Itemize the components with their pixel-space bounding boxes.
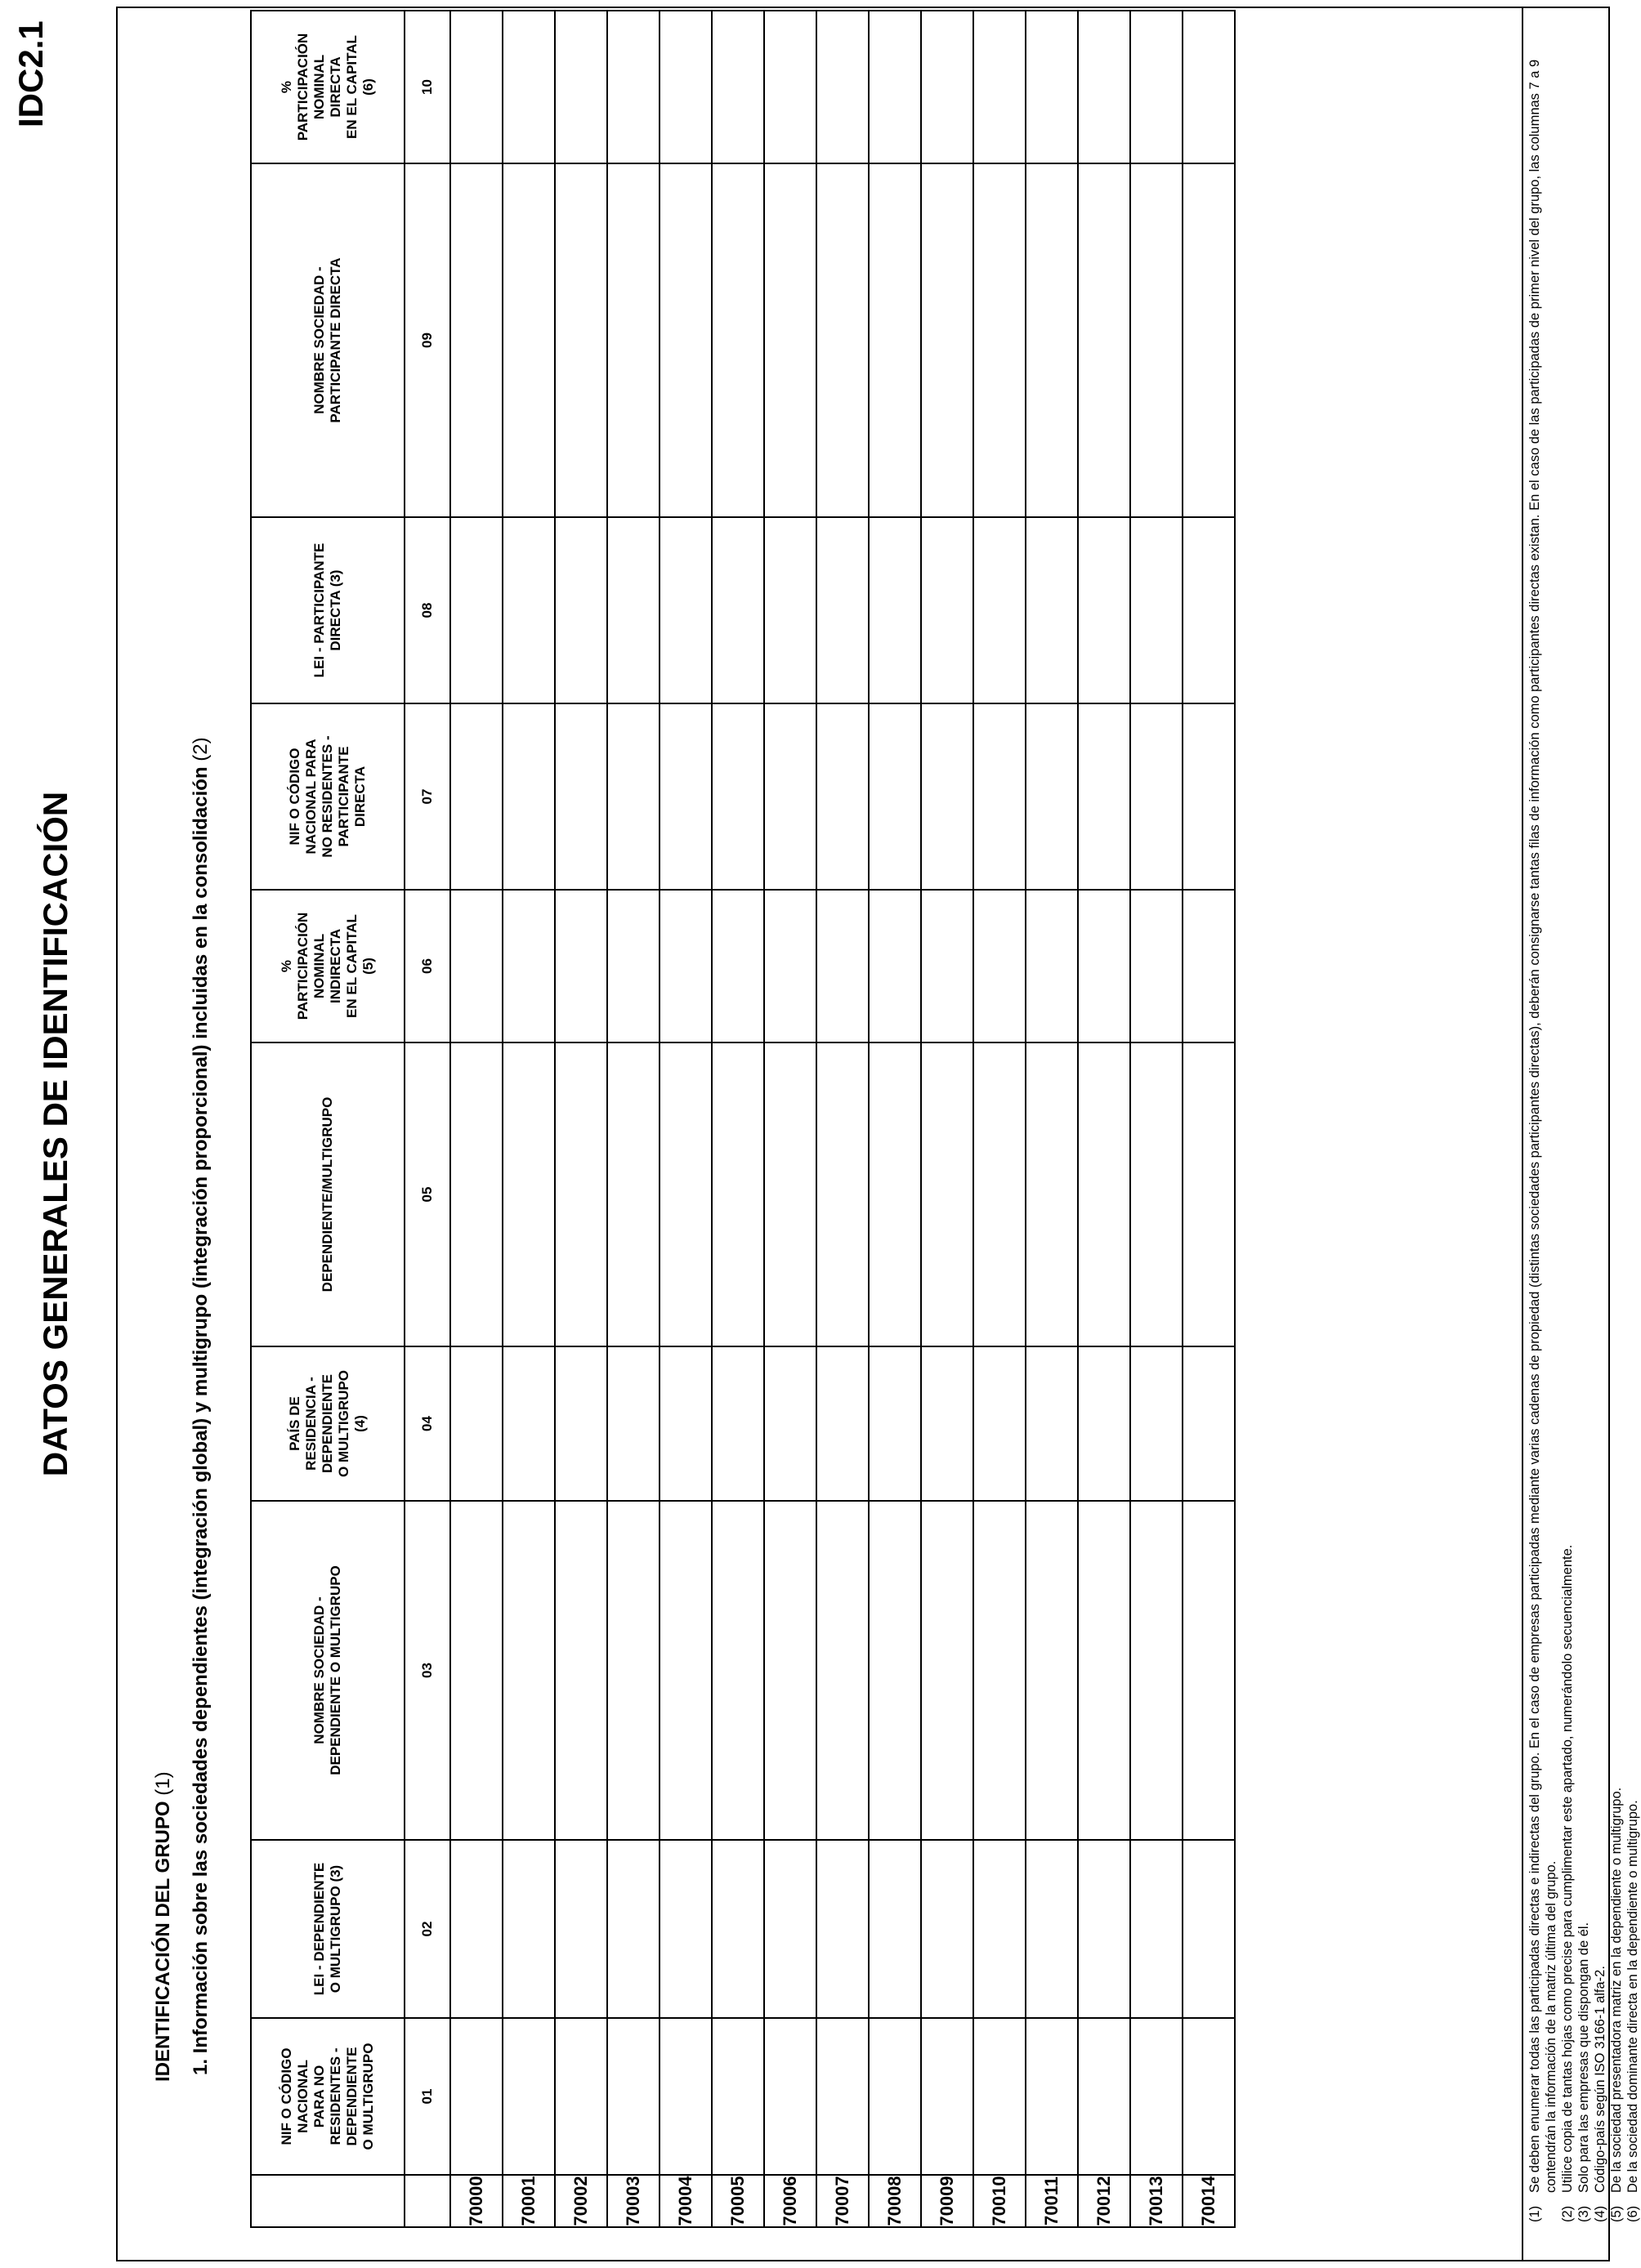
column-number: 03 [405, 1501, 450, 1840]
column-header-06: % PARTICIPACIÓN NOMINAL INDIRECTA EN EL CAPITAL (5) [251, 890, 405, 1042]
row-code: 70012 [1078, 2175, 1130, 2227]
entry-cell-08[interactable] [607, 517, 660, 703]
row-code: 70014 [1183, 2175, 1235, 2227]
row-code: 70000 [450, 2175, 503, 2227]
entry-cell-04[interactable] [712, 1346, 764, 1501]
entry-cell-10[interactable] [816, 11, 869, 163]
entry-cell-08[interactable] [1183, 517, 1235, 703]
entry-cell-02[interactable] [973, 1840, 1026, 2018]
row-code: 70007 [816, 2175, 869, 2227]
entry-cell-01[interactable] [1026, 2018, 1078, 2175]
entry-cell-04[interactable] [1130, 1346, 1183, 1501]
entry-cell-07[interactable] [555, 703, 607, 890]
entry-cell-09[interactable] [450, 163, 503, 517]
entry-cell-03[interactable] [555, 1501, 607, 1840]
column-number: 07 [405, 703, 450, 890]
entry-cell-02[interactable] [712, 1840, 764, 2018]
entry-cell-10[interactable] [1130, 11, 1183, 163]
row-code: 70003 [607, 2175, 660, 2227]
row-code: 70005 [712, 2175, 764, 2227]
entry-cell-06[interactable] [555, 890, 607, 1042]
footnote-text: Se deben enumerar todas las participadas directas e indirectas del grupo. En el caso de empresas participadas mediante varias cadenas de propiedad (distintas sociedades participantes directas), deberán consignarse tantas filas de información como participantes directas existan. En el caso de las participadas de primer nivel del grupo, las columnas 7 a 9 contendrán la información de la matriz última del grupo. [1527, 59, 1558, 2193]
entry-cell-05[interactable] [1026, 1042, 1078, 1346]
entry-cell-09[interactable] [712, 163, 764, 517]
entry-cell-08[interactable] [921, 517, 973, 703]
column-number: 04 [405, 1346, 450, 1501]
entry-cell-02[interactable] [1130, 1840, 1183, 2018]
table-row [450, 11, 503, 2227]
entry-cell-07[interactable] [660, 703, 712, 890]
entry-cell-10[interactable] [450, 11, 503, 163]
entry-cell-08[interactable] [450, 517, 503, 703]
entry-cell-02[interactable] [1183, 1840, 1235, 2018]
footnote-text: Código-país según ISO 3166-1 alfa-2. [1593, 1966, 1607, 2193]
table-row [1078, 11, 1130, 2227]
entry-cell-09[interactable] [921, 163, 973, 517]
header-row [251, 11, 405, 2227]
entry-cell-08[interactable] [1130, 517, 1183, 703]
entry-cell-03[interactable] [973, 1501, 1026, 1840]
entry-cell-05[interactable] [764, 1042, 816, 1346]
table-row [1026, 11, 1078, 2227]
entry-cell-07[interactable] [764, 703, 816, 890]
entry-cell-09[interactable] [816, 163, 869, 517]
entry-cell-03[interactable] [764, 1501, 816, 1840]
entry-cell-01[interactable] [1183, 2018, 1235, 2175]
table-row [921, 11, 973, 2227]
entry-cell-05[interactable] [660, 1042, 712, 1346]
entry-cell-03[interactable] [1183, 1501, 1235, 1840]
column-number: 06 [405, 890, 450, 1042]
entry-cell-05[interactable] [921, 1042, 973, 1346]
entry-cell-09[interactable] [764, 163, 816, 517]
entry-cell-01[interactable] [973, 2018, 1026, 2175]
page-title: DATOS GENERALES DE IDENTIFICACIÓN [36, 791, 74, 1477]
entry-cell-09[interactable] [1078, 163, 1130, 517]
entry-cell-08[interactable] [712, 517, 764, 703]
entry-cell-08[interactable] [869, 517, 921, 703]
column-number-row [405, 11, 450, 2227]
column-number: 01 [405, 2018, 450, 2175]
entry-cell-06[interactable] [764, 890, 816, 1042]
entry-cell-07[interactable] [712, 703, 764, 890]
column-header-10: % PARTICIPACIÓN NOMINAL DIRECTA EN EL CAPITAL (6) [251, 11, 405, 163]
entry-cell-03[interactable] [869, 1501, 921, 1840]
footnote-text: Solo para las empresas que dispongan de él. [1576, 1922, 1591, 2193]
entry-cell-10[interactable] [973, 11, 1026, 163]
entry-cell-03[interactable] [503, 1501, 555, 1840]
entry-cell-09[interactable] [1130, 163, 1183, 517]
entry-cell-06[interactable] [1078, 890, 1130, 1042]
table-row [660, 11, 712, 2227]
row-code: 70008 [869, 2175, 921, 2227]
entry-cell-04[interactable] [973, 1346, 1026, 1501]
entry-cell-09[interactable] [555, 163, 607, 517]
subsection-title [190, 737, 212, 2075]
column-header-05: DEPENDIENTE/MULTIGRUPO [251, 1042, 405, 1346]
column-header-07: NIF O CÓDIGO NACIONAL PARA NO RESIDENTES - PARTICIPANTE DIRECTA [251, 703, 405, 890]
entry-cell-03[interactable] [450, 1501, 503, 1840]
entry-cell-07[interactable] [1183, 703, 1235, 890]
entry-cell-06[interactable] [1183, 890, 1235, 1042]
entry-cell-06[interactable] [973, 890, 1026, 1042]
footnote-number: (2) [1560, 2205, 1575, 2222]
entry-cell-03[interactable] [607, 1501, 660, 1840]
entry-cell-04[interactable] [869, 1346, 921, 1501]
row-code: 70001 [503, 2175, 555, 2227]
entry-cell-01[interactable] [1130, 2018, 1183, 2175]
footnote-number: (5) [1609, 2205, 1624, 2222]
entry-cell-08[interactable] [555, 517, 607, 703]
corner-cell [405, 2175, 450, 2227]
footnote [1559, 33, 1576, 2222]
entry-cell-01[interactable] [712, 2018, 764, 2175]
column-number: 08 [405, 517, 450, 703]
column-header-03: NOMBRE SOCIEDAD - DEPENDIENTE O MULTIGRUPO [251, 1501, 405, 1840]
entry-cell-10[interactable] [1183, 11, 1235, 163]
entry-cell-08[interactable] [816, 517, 869, 703]
entry-cell-08[interactable] [503, 517, 555, 703]
entry-cell-01[interactable] [869, 2018, 921, 2175]
entry-cell-04[interactable] [607, 1346, 660, 1501]
footnote-number: (1) [1527, 2205, 1542, 2222]
entry-cell-07[interactable] [973, 703, 1026, 890]
table-row [503, 11, 555, 2227]
form-code: IDC2.1 [11, 20, 50, 127]
column-number: 05 [405, 1042, 450, 1346]
footnotes [1527, 33, 1641, 2222]
entry-cell-04[interactable] [921, 1346, 973, 1501]
entry-cell-10[interactable] [921, 11, 973, 163]
table-row [1183, 11, 1235, 2227]
entry-cell-07[interactable] [921, 703, 973, 890]
entry-cell-05[interactable] [503, 1042, 555, 1346]
entry-cell-05[interactable] [1183, 1042, 1235, 1346]
entry-cell-03[interactable] [660, 1501, 712, 1840]
entry-cell-03[interactable] [921, 1501, 973, 1840]
entry-cell-02[interactable] [816, 1840, 869, 2018]
entry-cell-01[interactable] [764, 2018, 816, 2175]
entry-cell-02[interactable] [503, 1840, 555, 2018]
entry-cell-10[interactable] [607, 11, 660, 163]
entry-cell-05[interactable] [1130, 1042, 1183, 1346]
entry-cell-06[interactable] [503, 890, 555, 1042]
entry-cell-05[interactable] [973, 1042, 1026, 1346]
row-code: 70006 [764, 2175, 816, 2227]
entry-cell-06[interactable] [921, 890, 973, 1042]
table-row [764, 11, 816, 2227]
entry-cell-10[interactable] [503, 11, 555, 163]
entry-cell-10[interactable] [712, 11, 764, 163]
corner-cell [251, 2175, 405, 2227]
table-body [450, 11, 1235, 2227]
entry-cell-06[interactable] [712, 890, 764, 1042]
row-code: 70013 [1130, 2175, 1183, 2227]
entry-cell-10[interactable] [660, 11, 712, 163]
entry-cell-02[interactable] [1078, 1840, 1130, 2018]
table-row [869, 11, 921, 2227]
entry-cell-04[interactable] [660, 1346, 712, 1501]
footnote [1527, 33, 1559, 2222]
subsidiaries-table [250, 10, 1236, 2228]
column-header-08: LEI - PARTICIPANTE DIRECTA (3) [251, 517, 405, 703]
row-code: 70004 [660, 2175, 712, 2227]
entry-cell-09[interactable] [607, 163, 660, 517]
row-code: 70002 [555, 2175, 607, 2227]
entry-cell-09[interactable] [660, 163, 712, 517]
entry-cell-02[interactable] [450, 1840, 503, 2018]
footnote [1576, 33, 1592, 2222]
table-row [555, 11, 607, 2227]
entry-cell-02[interactable] [660, 1840, 712, 2018]
footnote-text: De la sociedad presentadora matriz en la dependiente o multigrupo. [1609, 1787, 1624, 2193]
entry-cell-09[interactable] [503, 163, 555, 517]
footnote [1625, 33, 1641, 2222]
entry-cell-06[interactable] [816, 890, 869, 1042]
entry-cell-03[interactable] [1078, 1501, 1130, 1840]
entry-cell-06[interactable] [1026, 890, 1078, 1042]
entry-cell-07[interactable] [1078, 703, 1130, 890]
entry-cell-03[interactable] [712, 1501, 764, 1840]
entry-cell-05[interactable] [712, 1042, 764, 1346]
entry-cell-02[interactable] [764, 1840, 816, 2018]
entry-cell-05[interactable] [450, 1042, 503, 1346]
entry-cell-09[interactable] [869, 163, 921, 517]
row-code: 70011 [1026, 2175, 1078, 2227]
footnote-text: Utilice copia de tantas hojas como precise para cumplimentar este apartado, numerándolo secuencialmente. [1560, 1544, 1575, 2193]
entry-cell-04[interactable] [555, 1346, 607, 1501]
entry-cell-05[interactable] [816, 1042, 869, 1346]
footnote-text: De la sociedad dominante directa en la dependiente o multigrupo. [1625, 1800, 1640, 2193]
entry-cell-05[interactable] [869, 1042, 921, 1346]
entry-cell-04[interactable] [450, 1346, 503, 1501]
column-header-01: NIF O CÓDIGO NACIONAL PARA NO RESIDENTES - DEPENDIENTE O MULTIGRUPO [251, 2018, 405, 2175]
notes-separator [1522, 7, 1523, 2261]
row-code: 70009 [921, 2175, 973, 2227]
entry-cell-01[interactable] [921, 2018, 973, 2175]
entry-cell-10[interactable] [555, 11, 607, 163]
entry-cell-01[interactable] [816, 2018, 869, 2175]
entry-cell-10[interactable] [1026, 11, 1078, 163]
entry-cell-02[interactable] [869, 1840, 921, 2018]
entry-cell-08[interactable] [764, 517, 816, 703]
column-header-04: PAÍS DE RESIDENCIA - DEPENDIENTE O MULTIGRUPO (4) [251, 1346, 405, 1501]
table-row [1130, 11, 1183, 2227]
table-row [712, 11, 764, 2227]
entry-cell-07[interactable] [607, 703, 660, 890]
entry-cell-08[interactable] [1026, 517, 1078, 703]
column-number: 10 [405, 11, 450, 163]
entry-cell-04[interactable] [816, 1346, 869, 1501]
row-code: 70010 [973, 2175, 1026, 2227]
section-title-ref: (1) [152, 1771, 174, 1796]
entry-cell-07[interactable] [869, 703, 921, 890]
table-row [973, 11, 1026, 2227]
entry-cell-01[interactable] [450, 2018, 503, 2175]
footnote [1608, 33, 1625, 2222]
entry-cell-09[interactable] [1183, 163, 1235, 517]
entry-cell-05[interactable] [1078, 1042, 1130, 1346]
entry-cell-07[interactable] [1130, 703, 1183, 890]
entry-cell-05[interactable] [555, 1042, 607, 1346]
entry-cell-08[interactable] [1078, 517, 1130, 703]
entry-cell-09[interactable] [1026, 163, 1078, 517]
footnote-number: (3) [1576, 2205, 1591, 2222]
entry-cell-01[interactable] [1078, 2018, 1130, 2175]
section-title [152, 1771, 175, 2082]
entry-cell-10[interactable] [1078, 11, 1130, 163]
entry-cell-01[interactable] [660, 2018, 712, 2175]
entry-cell-07[interactable] [816, 703, 869, 890]
entry-cell-02[interactable] [607, 1840, 660, 2018]
entry-cell-06[interactable] [869, 890, 921, 1042]
entry-cell-06[interactable] [660, 890, 712, 1042]
table-row [816, 11, 869, 2227]
entry-cell-04[interactable] [764, 1346, 816, 1501]
entry-cell-10[interactable] [764, 11, 816, 163]
subsection-title-label: 1. Información sobre las sociedades dependientes (integración global) y multigrupo (integración proporcional) incluidas en la consolidación [190, 766, 212, 2075]
column-header-09: NOMBRE SOCIEDAD - PARTICIPANTE DIRECTA [251, 163, 405, 517]
entry-cell-07[interactable] [1026, 703, 1078, 890]
subsection-title-ref: (2) [190, 737, 212, 761]
footnote [1592, 33, 1608, 2222]
entry-cell-03[interactable] [816, 1501, 869, 1840]
entry-cell-01[interactable] [607, 2018, 660, 2175]
entry-cell-03[interactable] [1130, 1501, 1183, 1840]
entry-cell-04[interactable] [503, 1346, 555, 1501]
entry-cell-10[interactable] [869, 11, 921, 163]
section-title-label: IDENTIFICACIÓN DEL GRUPO [152, 1801, 174, 2082]
entry-cell-04[interactable] [1078, 1346, 1130, 1501]
entry-cell-07[interactable] [450, 703, 503, 890]
entry-cell-05[interactable] [607, 1042, 660, 1346]
entry-cell-06[interactable] [607, 890, 660, 1042]
entry-cell-02[interactable] [921, 1840, 973, 2018]
entry-cell-01[interactable] [503, 2018, 555, 2175]
entry-cell-02[interactable] [555, 1840, 607, 2018]
entry-cell-03[interactable] [1026, 1501, 1078, 1840]
table-row [607, 11, 660, 2227]
entry-cell-08[interactable] [660, 517, 712, 703]
entry-cell-02[interactable] [1026, 1840, 1078, 2018]
entry-cell-07[interactable] [503, 703, 555, 890]
footnote-number: (4) [1593, 2205, 1607, 2222]
footnote-number: (6) [1625, 2205, 1640, 2222]
entry-cell-04[interactable] [1026, 1346, 1078, 1501]
entry-cell-06[interactable] [1130, 890, 1183, 1042]
entry-cell-08[interactable] [973, 517, 1026, 703]
column-number: 09 [405, 163, 450, 517]
entry-cell-06[interactable] [450, 890, 503, 1042]
column-number: 02 [405, 1840, 450, 2018]
entry-cell-04[interactable] [1183, 1346, 1235, 1501]
entry-cell-01[interactable] [555, 2018, 607, 2175]
entry-cell-09[interactable] [973, 163, 1026, 517]
column-header-02: LEI - DEPENDIENTE O MULTIGRUPO (3) [251, 1840, 405, 2018]
